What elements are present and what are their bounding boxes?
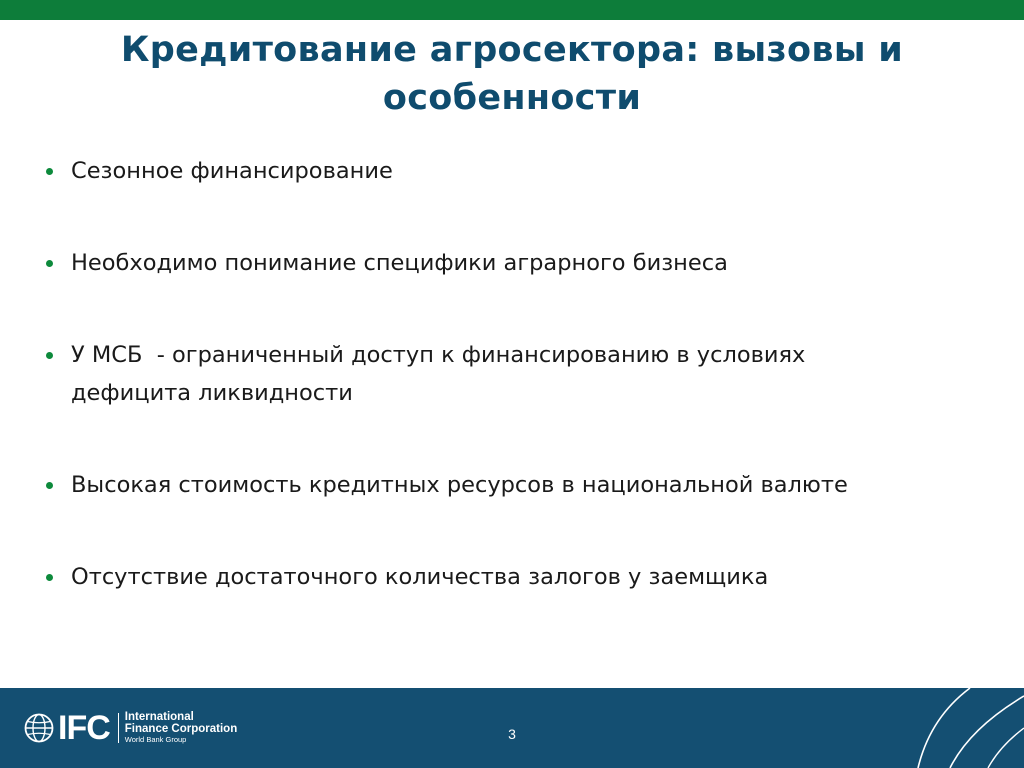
bullet-dot-icon <box>46 168 53 175</box>
bullet-dot-icon <box>46 352 53 359</box>
bullet-dot-icon <box>46 482 53 489</box>
bullet-item <box>46 152 986 190</box>
top-accent-bar <box>0 0 1024 20</box>
bullet-text: Отсутствие достаточного количества залогов у заемщика <box>71 564 769 590</box>
bullet-item <box>46 466 986 504</box>
bullet-item <box>46 558 986 596</box>
logo-line-2: Finance Corporation <box>124 723 238 735</box>
decorative-swoosh-icon <box>860 688 1024 768</box>
bullet-dot-icon <box>46 574 53 581</box>
slide-title <box>60 26 964 122</box>
bullet-list <box>46 152 986 650</box>
bullet-text-line-1: У МСБ - ограниченный доступ к финансированию в условиях <box>71 342 806 368</box>
ifc-logo <box>24 708 237 748</box>
footer-bar <box>0 688 1024 768</box>
bullet-item <box>46 244 986 282</box>
slide-title-line-2: особенности <box>382 78 642 118</box>
logo-divider <box>118 713 119 743</box>
bullet-text-line-2: дефицита ликвидности <box>71 380 353 406</box>
page-number: 3 <box>508 726 516 742</box>
ifc-logo-text <box>125 711 237 745</box>
bullet-text: Сезонное финансирование <box>71 158 393 184</box>
ifc-logo-letters: IFC <box>58 709 110 747</box>
bullet-text: Высокая стоимость кредитных ресурсов в национальной валюте <box>71 472 848 498</box>
logo-line-1: International <box>124 711 194 723</box>
logo-line-3: World Bank Group <box>124 735 187 744</box>
bullet-item <box>46 336 986 412</box>
bullet-text: Необходимо понимание специфики аграрного бизнеса <box>71 250 728 276</box>
globe-icon <box>24 713 54 743</box>
bullet-dot-icon <box>46 260 53 267</box>
slide-title-line-1: Кредитование агросектора: вызовы и <box>120 30 904 70</box>
